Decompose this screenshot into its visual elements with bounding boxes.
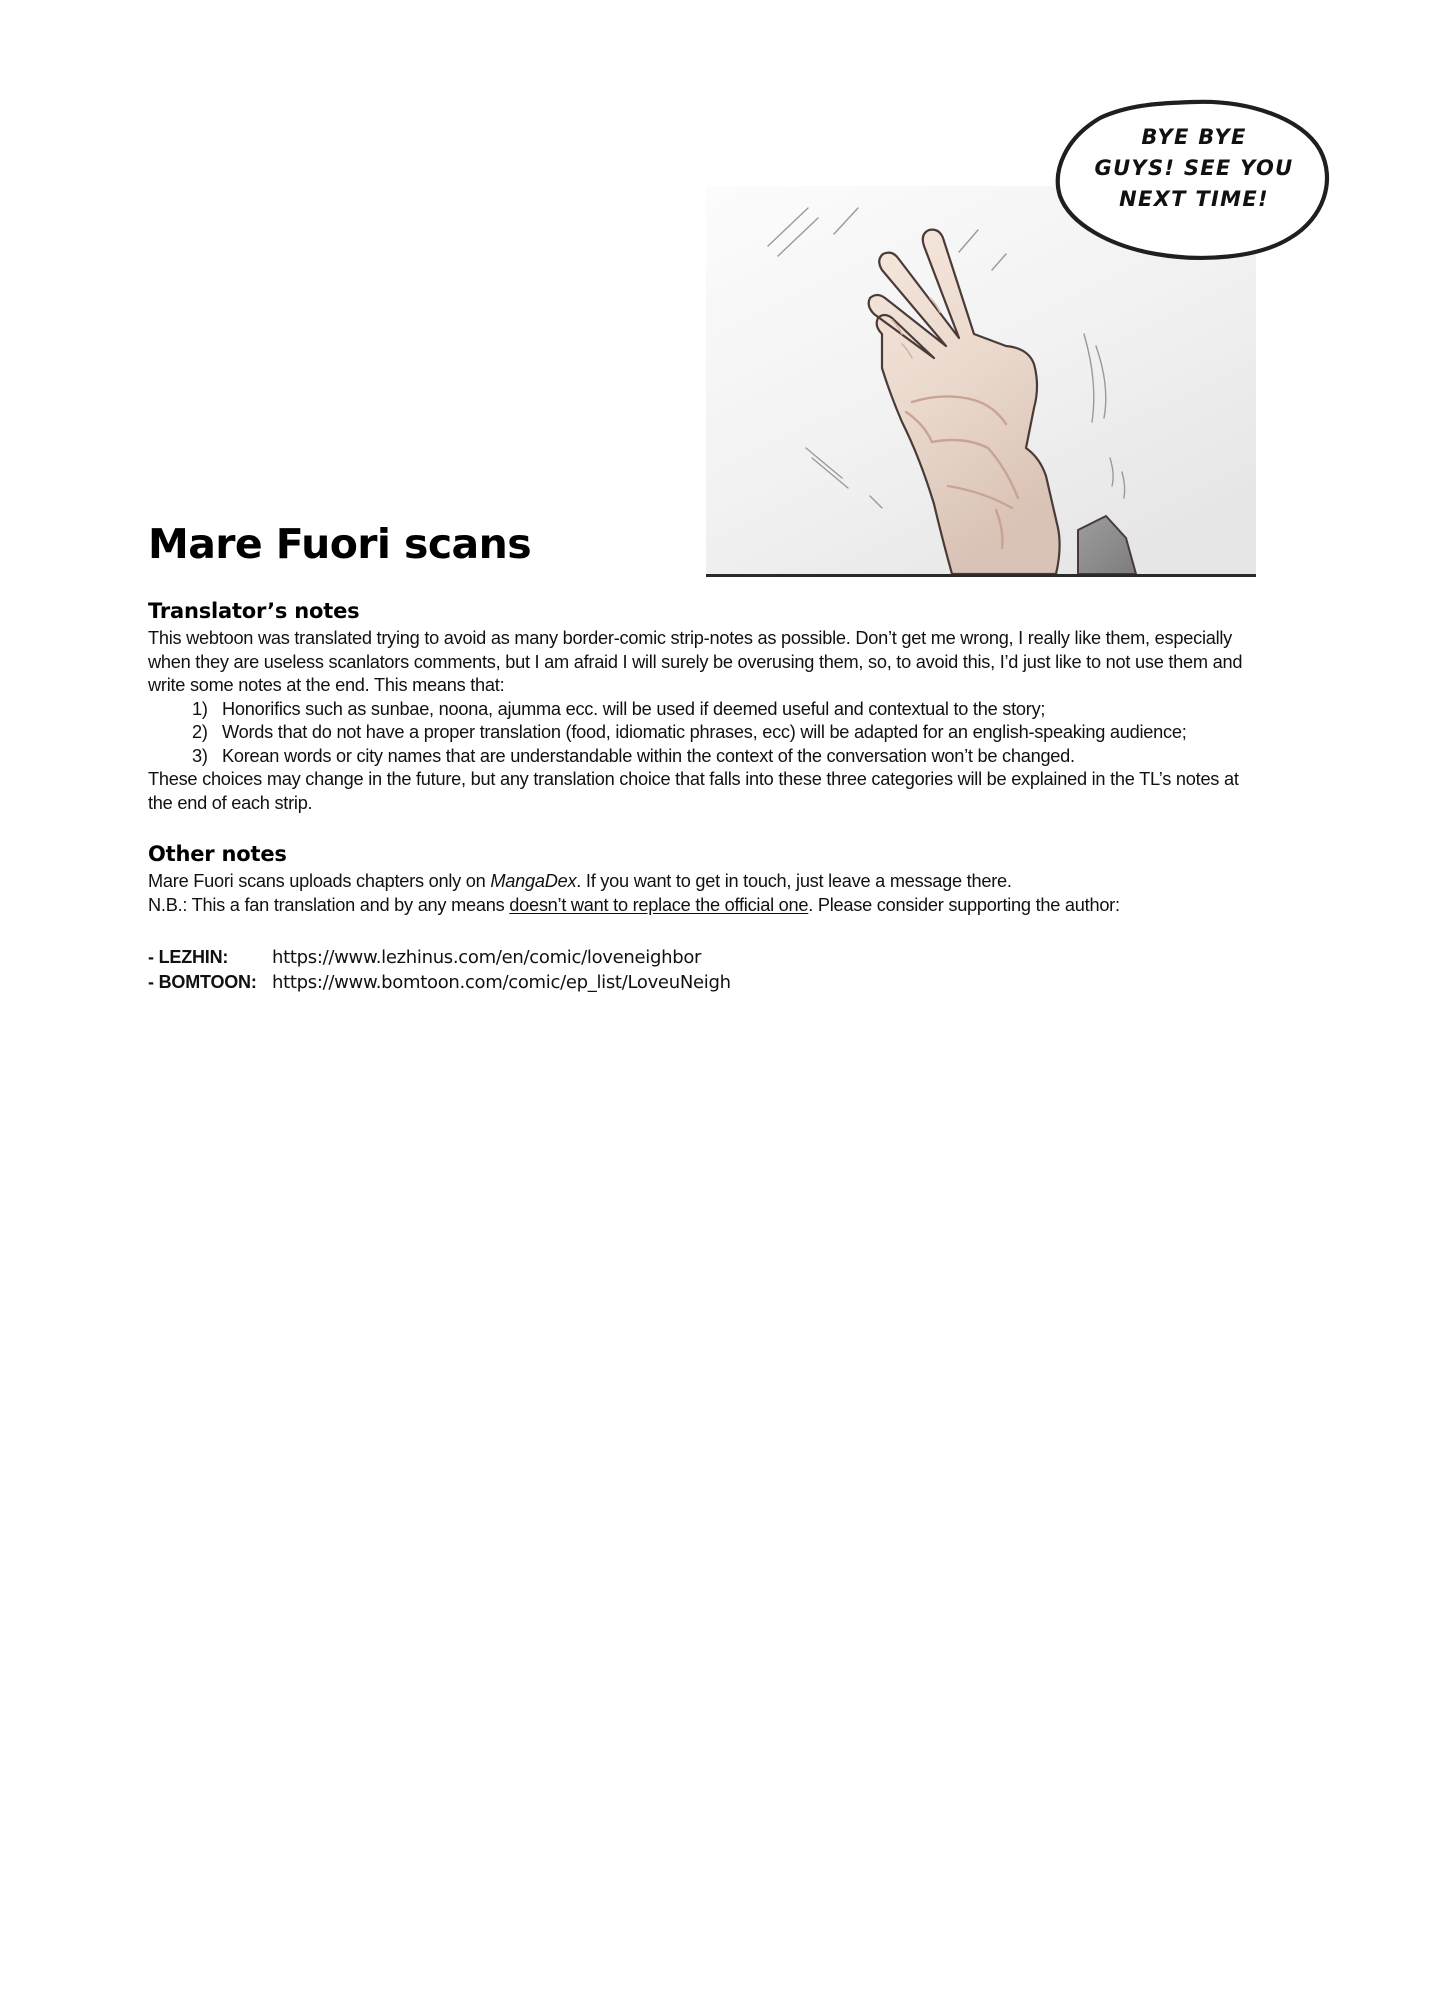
- other-notes-line1-after: . If you want to get in touch, just leave a message there.: [576, 871, 1012, 891]
- list-item-text: Words that do not have a proper translation (food, idiomatic phrases, ecc) will be adapted for an english-speaking audience;: [222, 722, 1187, 742]
- lezhin-label: - LEZHIN:: [148, 947, 229, 967]
- other-notes-line2-before: N.B.: This a fan translation and by any means: [148, 894, 510, 915]
- bomtoon-label: - BOMTOON:: [148, 972, 257, 992]
- other-notes-line1-before: Mare Fuori scans uploads chapters only on: [148, 871, 491, 891]
- speech-line-1: BYE BYE: [1141, 125, 1247, 149]
- list-marker: 1): [192, 698, 208, 719]
- mangadex-mention: MangaDex: [490, 871, 577, 891]
- bomtoon-url[interactable]: https://www.bomtoon.com/comic/ep_list/LoveuNeigh: [272, 972, 731, 993]
- speech-line-3: NEXT TIME!: [1119, 187, 1269, 211]
- speech-bubble: [1052, 96, 1336, 262]
- translator-notes-list: [148, 698, 1248, 769]
- other-notes-line-1: [148, 870, 1243, 894]
- list-item: [148, 698, 1248, 722]
- notes-content: [148, 520, 1248, 995]
- lezhin-url[interactable]: https://www.lezhinus.com/en/comic/loveneighbor: [272, 947, 702, 968]
- other-notes-heading: Other notes: [148, 842, 287, 866]
- link-row-bomtoon: [148, 970, 1248, 995]
- translator-notes-outro: These choices may change in the future, but any translation choice that falls into these three categories will be explained in the TL’s notes at the end of each strip.: [148, 769, 1239, 813]
- other-notes-line2-after: . Please consider supporting the author:: [808, 894, 1120, 915]
- support-links: [148, 945, 1248, 995]
- list-marker: 2): [192, 722, 208, 742]
- translator-notes-intro: This webtoon was translated trying to avoid as many border-comic strip-notes as possible. Don’t get me wrong, I really like them, especially when they are useless scanlators comments, but I am afraid I will surely be overusing them, so, to avoid this, I’d just like to not use them and write some notes at the end. This means that:: [148, 628, 1243, 695]
- speech-line-2: GUYS! SEE YOU: [1094, 156, 1294, 180]
- list-item: [148, 721, 1248, 745]
- list-item-text: Honorifics such as sunbae, noona, ajumma ecc. will be used if deemed useful and contextual to the story;: [222, 698, 1046, 719]
- link-row-lezhin: [148, 945, 1248, 970]
- section-gap: [148, 815, 1248, 841]
- other-notes-line-2: [148, 894, 1243, 918]
- speech-bubble-text: [1052, 122, 1336, 215]
- list-item: [148, 745, 1248, 769]
- list-marker: 3): [192, 745, 208, 766]
- list-item-text: Korean words or city names that are understandable within the context of the conversation won’t be changed.: [222, 745, 1075, 766]
- official-release-disclaimer: doesn’t want to replace the official one: [509, 894, 809, 915]
- page-title: Mare Fuori scans: [148, 520, 532, 568]
- translator-notes-heading: Translator’s notes: [148, 599, 360, 623]
